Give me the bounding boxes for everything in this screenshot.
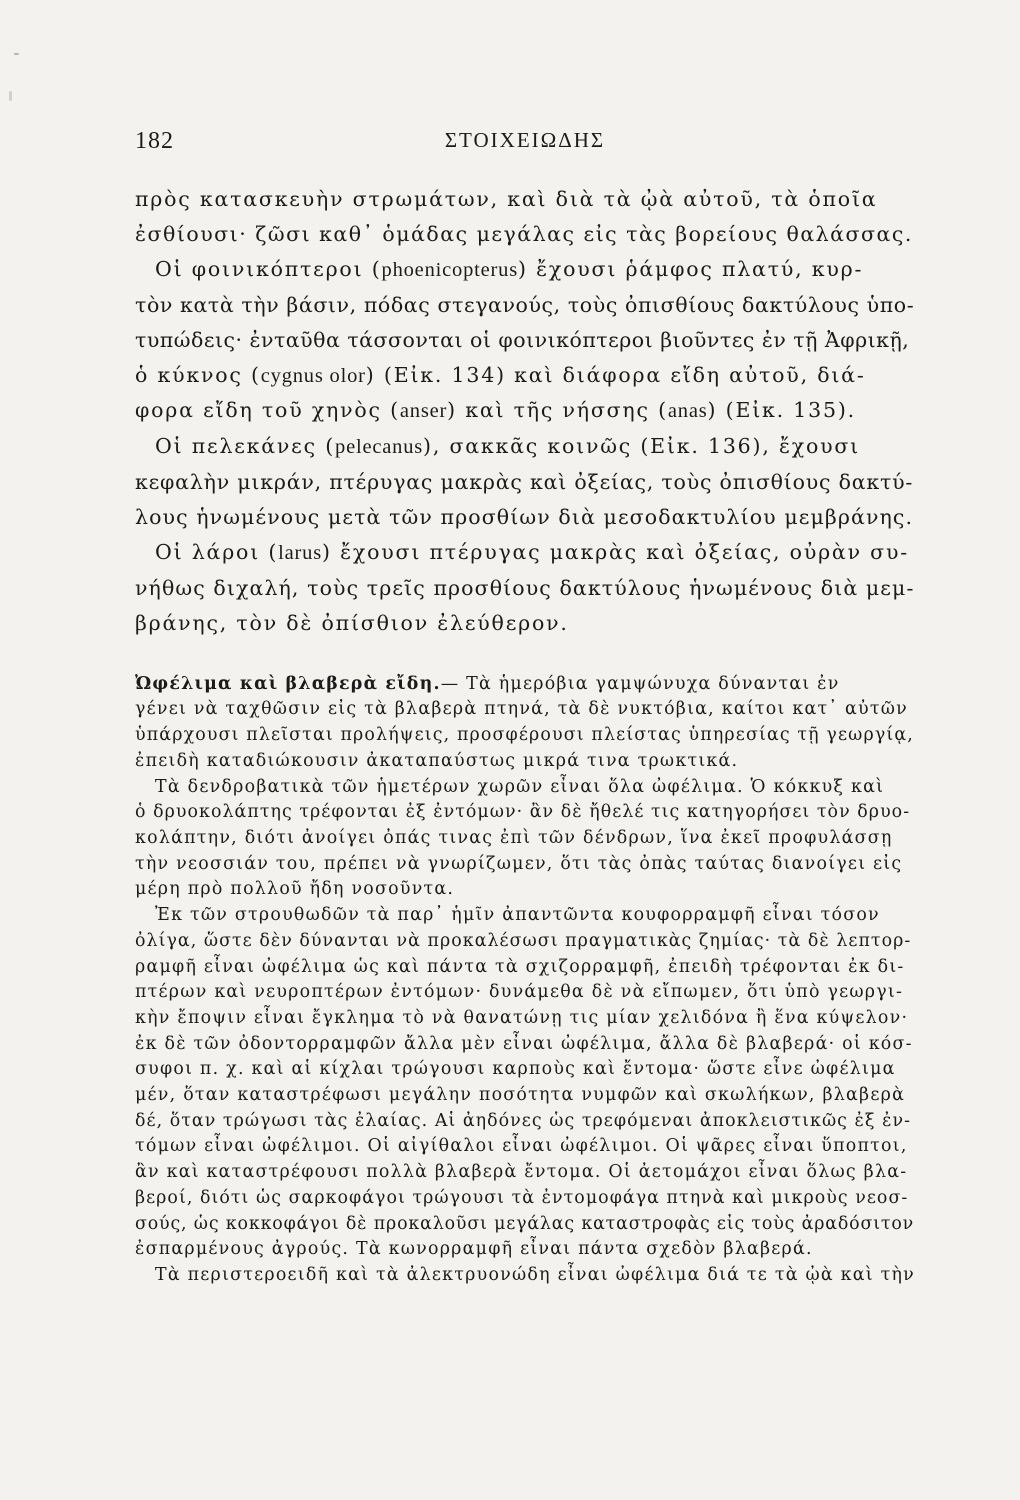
paper-speck: [14, 53, 19, 55]
text-line: Ὠφέλιμα καὶ βλαβερὰ εἴδη.— Τὰ ἡμερόβια γαμψώνυχα δύνανται ἐν: [135, 673, 840, 694]
text-line: κὴν ἔποψιν εἶναι ἔγκλημα τὸ νὰ θανατώνῃ τις μίαν χελιδόνα ἢ ἕνα κύψελον·: [135, 1007, 909, 1028]
text-line: πτέρων καὶ νευροπτέρων ἐντόμων· δυνάμεθα δὲ νὰ εἴπωμεν, ὅτι ὑπὸ γεωργι-: [135, 982, 904, 1003]
text-line: συφοι π. χ. καὶ αἱ κίχλαι τρώγουσι καρποὺς καὶ ἔντομα· ὥστε εἶνε ὠφέλιμα: [135, 1059, 896, 1080]
text-line: φορα εἴδη τοῦ χηνὸς (anser) καὶ τῆς νήσσης (anas) (Εἰκ. 135).: [135, 398, 856, 423]
text-line: Τὰ δενδροβατικὰ τῶν ἡμετέρων χωρῶν εἶναι ὅλα ὠφέλιμα. Ὁ κόκκυξ καὶ: [155, 776, 885, 797]
text-line: μέρη πρὸ πολλοῦ ἤδη νοσοῦντα.: [135, 879, 455, 900]
paragraph-passerines: [135, 903, 915, 1263]
text-line: ὑπάρχουσι πλεῖσται προλήψεις, προσφέρουσι πλείστας ὑπηρεσίας τῇ γεωργίᾳ,: [135, 725, 914, 746]
text-line: ὁ κύκνος (cygnus olor) (Εἰκ. 134) καὶ διάφορα εἴδη αὐτοῦ, διά-: [135, 362, 866, 387]
text-line: μέν, ὅταν καταστρέφωσι μεγάλην ποσότητα νυμφῶν καὶ σκωλήκων, βλαβερὰ: [135, 1085, 906, 1106]
text-line: κεφαλὴν μικράν, πτέρυγας μακρὰς καὶ ὀξείας, τοὺς ὀπισθίους δακτύ-: [135, 470, 914, 495]
text-line: τυπώδεις· ἐνταῦθα τάσσονται οἱ φοινικόπτεροι βιοῦντες ἐν τῇ Ἀφρικῇ,: [135, 327, 910, 352]
section-spacer: [135, 641, 915, 672]
text-line: Οἱ λάροι (larus) ἔχουσι πτέρυγας μακρὰς καὶ ὀξείας, οὐρὰν συ-: [155, 540, 909, 565]
text-line: βράνης, τὸν δὲ ὀπίσθιον ἐλεύθερον.: [135, 610, 569, 635]
text-line: ὀλίγα, ὥστε δὲν δύνανται νὰ προκαλέσωσι πραγματικὰς ζημίας· τὰ δὲ λεπτορ-: [135, 930, 912, 951]
text-line: Τὰ περιστεροειδῆ καὶ τὰ ἀλεκτρυονώδη εἶναι ὠφέλιμα διά τε τὰ ᾠὰ καὶ τὴν: [155, 1264, 916, 1285]
text-line: λους ἡνωμένους μετὰ τῶν προσθίων διὰ μεσοδακτυλίου μεμβράνης.: [135, 505, 914, 530]
section-heading: Ὠφέλιμα καὶ βλαβερὰ εἴδη.: [135, 673, 441, 694]
text-line: σούς, ὡς κοκκοφάγοι δὲ προκαλοῦσι μεγάλας καταστροφὰς εἰς τοὺς ἀραδόσιτον: [135, 1213, 915, 1234]
text-line: ἂν καὶ καταστρέφουσι πολλὰ βλαβερὰ ἔντομα. Οἱ ἀετομάχοι εἶναι ὅλως βλα-: [135, 1162, 908, 1183]
text-line: κολάπτην, διότι ἀνοίγει ὀπάς τινας ἐπὶ τῶν δένδρων, ἵνα ἐκεῖ προφυλάσσῃ: [135, 828, 893, 848]
paragraph-tree-birds: [135, 775, 915, 904]
paragraph-bedding-eggs: [135, 182, 915, 252]
page-body: [135, 182, 915, 1289]
text-line: τὴν νεοσσιάν του, πρέπει νὰ γνωρίζωμεν, ὅτι τὰς ὀπὰς ταύτας διανοίγει εἰς: [135, 853, 903, 874]
text-line: βεροί, διότι ὡς σαρκοφάγοι τρώγουσι τὰ ἐντομοφάγα πτηνὰ καὶ μικροὺς νεοσ-: [135, 1187, 909, 1208]
section-useful-harmful: [135, 672, 915, 775]
text-line: ἐσπαρμένους ἀγρούς. Τὰ κωνορραμφῆ εἶναι πάντα σχεδὸν βλαβερά.: [135, 1239, 813, 1260]
running-title: ΣΤΟΙΧΕΙΩΔΗΣ: [444, 128, 606, 152]
text-line: πρὸς κατασκευὴν στρωμάτων, καὶ διὰ τὰ ᾠὰ αὐτοῦ, τὰ ὁποῖα: [135, 187, 878, 211]
page-number: 182: [135, 128, 174, 154]
paragraph-pigeons-fowl: [135, 1263, 915, 1289]
paragraph-flamingos: [135, 252, 915, 430]
text-line: ἐπειδὴ καταδιώκουσιν ἀκαταπαύστως μικρά τινα τρωκτικά.: [135, 750, 739, 771]
paragraph-pelicans: [135, 429, 915, 535]
paragraph-gulls: [135, 535, 915, 641]
text-line: ἐκ δὲ τῶν ὀδοντορραμφῶν ἄλλα μὲν εἶναι ὠφέλιμα, ἄλλα δὲ βλαβερά· οἱ κόσ-: [135, 1033, 913, 1054]
text-line: Ἐκ τῶν στρουθωδῶν τὰ παρ᾿ ἡμῖν ἀπαντῶντα κουφορραμφῆ εἶναι τόσον: [155, 905, 880, 926]
text-line: τόμων εἶναι ὠφέλιμοι. Οἱ αἰγίθαλοι εἶναι ὠφέλιμοι. Οἱ ψᾶρες εἶναι ὕποπτοι,: [135, 1136, 908, 1157]
text-line: ἐσθίουσι· ζῶσι καθ᾿ ὁμάδας μεγάλας εἰς τὰς βορείους θαλάσσας.: [135, 221, 913, 246]
text-line: νήθως διχαλή, τοὺς τρεῖς προσθίους δακτύλους ἡνωμένους διὰ μεμ-: [135, 575, 915, 600]
text-line: ραμφῆ εἶναι ὠφέλιμα ὡς καὶ πάντα τὰ σχιζορραμφῆ, ἐπειδὴ τρέφονται ἐκ δι-: [135, 956, 905, 977]
text-line: Οἱ φοινικόπτεροι (phoenicopterus) ἔχουσι ῥάμφος πλατύ, κυρ-: [155, 256, 864, 281]
text-line: δέ, ὅταν τρώγωσι τὰς ἐλαίας. Αἱ ἀηδόνες ὡς τρεφόμεναι ἀποκλειστικῶς ἐξ ἐν-: [135, 1110, 912, 1131]
text-line: τὸν κατὰ τὴν βάσιν, πόδας στεγανούς, τοὺς ὀπισθίους δακτύλους ὑπο-: [135, 292, 915, 317]
text-line: Οἱ πελεκάνες (pelecanus), σακκᾶς κοινῶς (Εἰκ. 136), ἔχουσι: [155, 434, 861, 459]
text-line: γένει νὰ ταχθῶσιν εἰς τὰ βλαβερὰ πτηνά, τὰ δὲ νυκτόβια, καίτοι κατ᾿ αὐτῶν: [135, 699, 908, 720]
text-line: ὁ δρυοκολάπτης τρέφονται ἐξ ἐντόμων· ἂν δὲ ἤθελέ τις κατηγορήσει τὸν δρυο-: [135, 802, 911, 823]
page-header: [135, 128, 915, 162]
paper-speck: [9, 91, 12, 101]
